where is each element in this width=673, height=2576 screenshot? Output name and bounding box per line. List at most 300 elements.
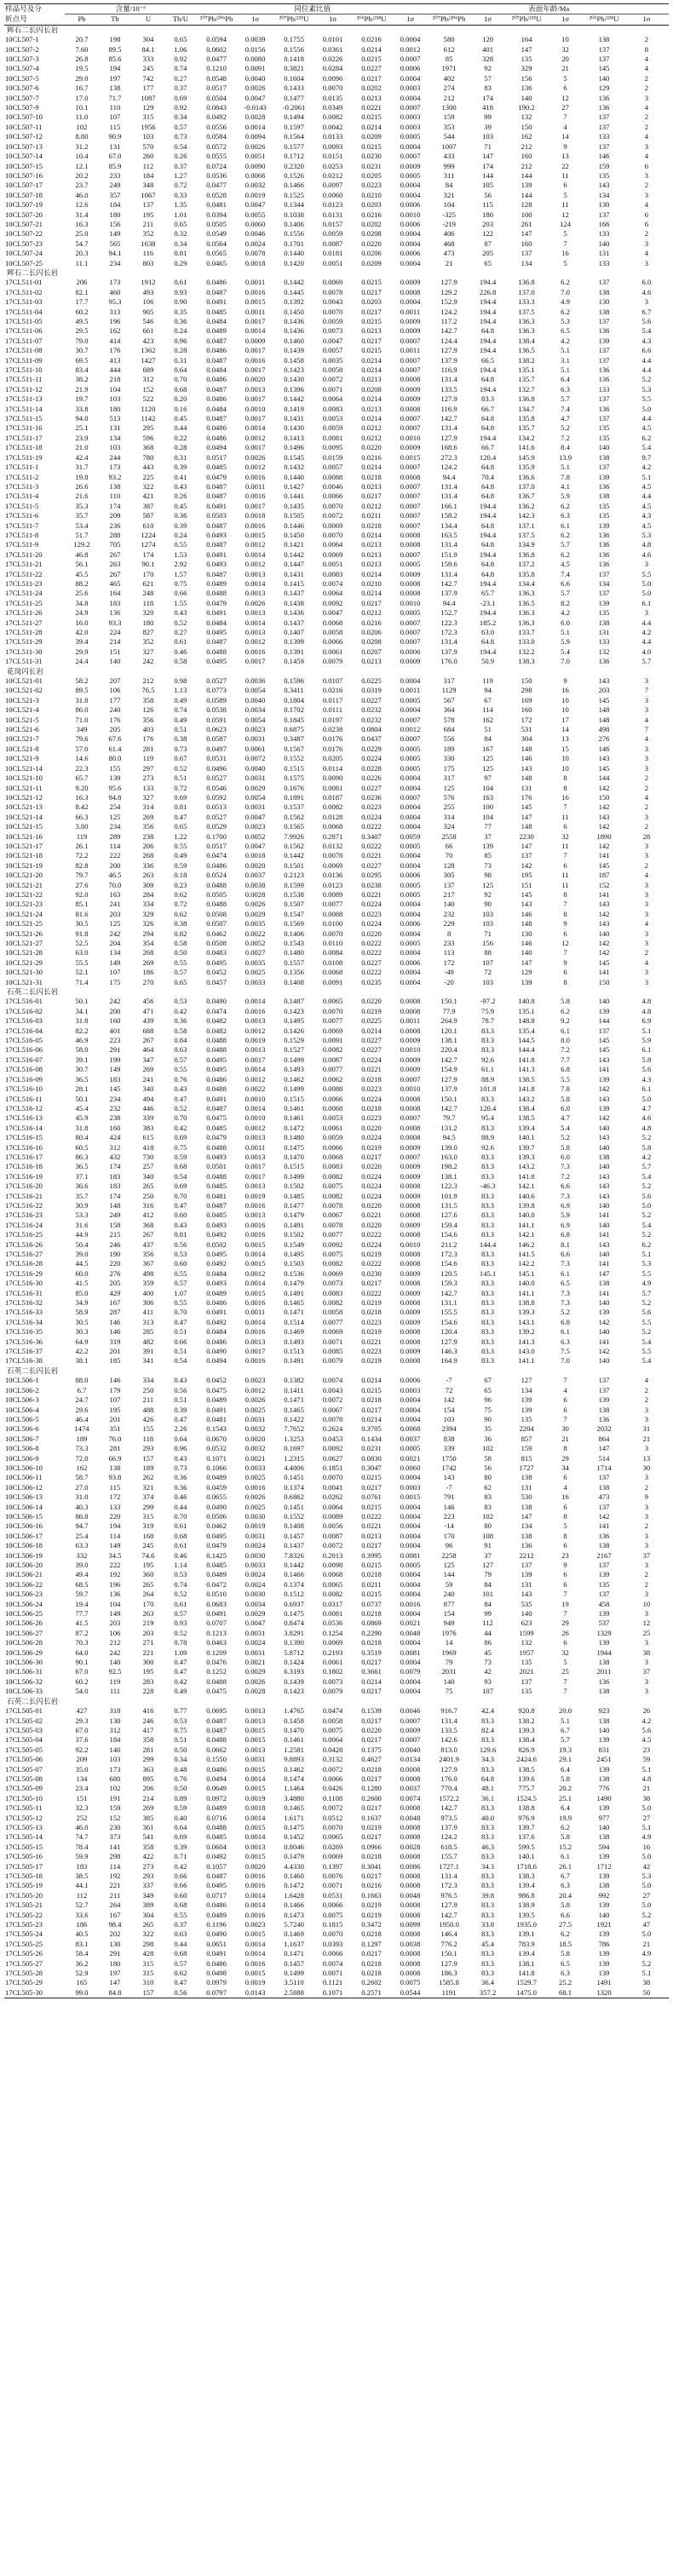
- table-cell: 321: [142, 1482, 154, 1492]
- table-cell: 4.2: [641, 1152, 652, 1161]
- table-cell: 65.7: [481, 589, 495, 598]
- table-cell: 315: [142, 1958, 154, 1968]
- table-cell: 135: [521, 1414, 532, 1423]
- table-cell: 11: [561, 170, 569, 180]
- table-cell: 99: [484, 112, 492, 122]
- table-cell: 155.7: [440, 1852, 457, 1861]
- table-cell: 83.3: [481, 1356, 495, 1366]
- table-row: [4, 589, 669, 598]
- table-cell: 0.0485: [206, 1182, 227, 1191]
- analysis-id-cell: 10CL506-25: [5, 1609, 43, 1619]
- table-cell: 0.0487: [206, 481, 227, 491]
- table-cell: 3: [644, 1511, 649, 1521]
- table-cell: 5.7: [561, 540, 570, 549]
- table-cell: 244: [109, 452, 121, 462]
- table-cell: 41.5: [75, 1279, 89, 1288]
- table-cell: 5.3: [641, 530, 652, 539]
- table-cell: 0.0131: [322, 210, 343, 219]
- table-cell: 1.09: [174, 1647, 187, 1657]
- table-cell: 0.44: [174, 1939, 187, 1948]
- table-cell: 64.8: [481, 326, 495, 336]
- table-cell: 42.4: [75, 452, 89, 462]
- table-cell: 94.1: [108, 249, 122, 258]
- table-cell: 218: [109, 375, 121, 384]
- table-cell: 147: [521, 229, 532, 239]
- table-cell: 0.46: [174, 647, 187, 656]
- table-cell: 142: [598, 1317, 610, 1326]
- table-cell: 136.7: [518, 492, 535, 501]
- table-cell: 4.2: [641, 1716, 652, 1725]
- table-cell: 0.47: [174, 1317, 187, 1326]
- table-cell: 0.0507: [206, 919, 227, 929]
- table-cell: 0.0098: [322, 1561, 343, 1569]
- table-cell: 42.2: [75, 1347, 89, 1356]
- table-cell: 531: [521, 725, 532, 734]
- table-cell: 107: [482, 957, 494, 967]
- table-row: [4, 881, 669, 890]
- table-cell: 0.0014: [244, 1813, 266, 1822]
- table-cell: 143.2: [518, 1094, 535, 1103]
- table-cell: 3: [644, 1561, 649, 1569]
- table-row: [4, 521, 669, 531]
- table-cell: 0.1424: [284, 1658, 304, 1667]
- table-cell: 0.0215: [361, 346, 382, 355]
- table-cell: 0.54: [174, 141, 187, 151]
- table-cell: 152: [109, 1813, 121, 1822]
- table-cell: 0.0013: [244, 608, 266, 618]
- table-cell: 7.0: [561, 657, 570, 666]
- table-cell: 136.3: [518, 608, 535, 618]
- table-cell: 0.0033: [244, 1561, 266, 1569]
- table-cell: 137.9: [440, 647, 457, 656]
- table-cell: 0.77: [174, 1706, 187, 1716]
- table-cell: 269: [142, 1065, 154, 1074]
- table-cell: 137: [598, 278, 610, 287]
- table-cell: 0.0236: [361, 792, 382, 802]
- table-cell: 6.5: [561, 326, 570, 336]
- table-cell: 138: [521, 1531, 532, 1540]
- table-cell: 154.6: [440, 1259, 457, 1268]
- table-cell: 85: [484, 851, 492, 860]
- table-row: [4, 1289, 669, 1298]
- table-cell: 136: [598, 365, 610, 375]
- table-cell: 0.43: [174, 1220, 187, 1229]
- table-cell: 2011: [596, 1667, 612, 1676]
- table-cell: 23.7: [75, 181, 89, 190]
- table-cell: 136.3: [518, 589, 535, 598]
- table-cell: 0.0047: [322, 336, 343, 345]
- table-cell: 0.81: [174, 1230, 187, 1239]
- table-cell: 424: [109, 1133, 121, 1142]
- table-cell: 137: [598, 1026, 610, 1035]
- table-cell: 2: [644, 1385, 649, 1394]
- table-cell: 0.0213: [361, 326, 382, 336]
- table-cell: 0.0047: [244, 200, 266, 210]
- table-cell: 6: [563, 1395, 567, 1405]
- table-cell: 34: [561, 1463, 569, 1472]
- table-cell: 0.36: [174, 511, 187, 520]
- analysis-id-cell: 10CL506-12: [5, 1482, 43, 1492]
- table-cell: 83.3: [481, 1250, 495, 1258]
- table-cell: 4: [644, 200, 649, 210]
- table-cell: 5.0: [641, 1881, 652, 1890]
- table-cell: 192: [109, 1872, 121, 1880]
- table-cell: 615: [142, 1133, 154, 1142]
- table-cell: 0.0453: [322, 1434, 343, 1443]
- table-cell: 134: [109, 433, 121, 442]
- table-row: [4, 1600, 669, 1609]
- table-cell: 0.1210: [206, 64, 227, 73]
- table-cell: 140.0: [518, 1279, 535, 1288]
- table-cell: 0.52: [174, 618, 187, 627]
- table-cell: 79.6: [75, 734, 89, 744]
- table-cell: 29: [561, 1619, 569, 1628]
- analysis-id-cell: 10CL521-11: [5, 783, 43, 792]
- table-cell: 0.0486: [206, 1900, 227, 1910]
- analysis-id-cell: 17CL516-24: [5, 1220, 43, 1229]
- table-cell: 402: [443, 73, 455, 83]
- table-cell: 0.0487: [206, 520, 227, 530]
- table-cell: 9.20: [75, 783, 89, 792]
- analysis-id-cell: 17CL516-21: [5, 1191, 43, 1200]
- table-cell: 460: [109, 287, 121, 296]
- table-cell: 0.1462: [284, 1074, 304, 1084]
- analysis-id-cell: 10CL521-6: [5, 725, 39, 734]
- table-cell: 0.0489: [206, 1473, 227, 1482]
- table-cell: 0.0009: [400, 443, 421, 452]
- table-cell: 27.0: [75, 1482, 89, 1492]
- table-cell: 0.70: [174, 1308, 187, 1317]
- table-cell: 6.9: [641, 1016, 652, 1026]
- table-cell: 0.1564: [284, 132, 304, 141]
- table-cell: 52.7: [75, 1900, 89, 1910]
- table-cell: 0.0078: [244, 249, 266, 258]
- table-cell: 21: [445, 258, 453, 267]
- table-cell: 2258: [441, 1550, 457, 1560]
- table-cell: 0.0006: [400, 871, 421, 880]
- table-cell: 4.6: [641, 549, 652, 559]
- table-cell: 0.0797: [196, 1988, 237, 1998]
- table-cell: 154.6: [440, 1317, 457, 1326]
- table-cell: 133: [598, 637, 610, 647]
- table-cell: 0.0488: [206, 1045, 227, 1055]
- table-cell: 498: [142, 1268, 154, 1278]
- table-cell: 6: [563, 822, 567, 831]
- table-cell: 0.1465: [284, 1803, 304, 1813]
- table-cell: 0.1442: [284, 851, 304, 860]
- analysis-id-cell: 10CL521-01: [5, 676, 43, 686]
- table-cell: 0.40: [174, 1813, 187, 1822]
- table-cell: 348: [142, 181, 154, 190]
- table-cell: 83.3: [481, 1958, 495, 1968]
- table-cell: 0.0128: [322, 812, 343, 821]
- table-cell: 139: [598, 1969, 610, 1978]
- table-cell: 172: [109, 1492, 121, 1502]
- table-cell: 6.3: [561, 511, 570, 520]
- table-cell: 179: [109, 1385, 121, 1394]
- table-cell: 0.0054: [244, 686, 266, 695]
- table-cell: 0.1503: [284, 1259, 304, 1268]
- table-cell: 3: [644, 258, 649, 267]
- table-cell: 95.3: [108, 297, 122, 307]
- table-cell: 276: [598, 734, 610, 744]
- table-cell: 0.0010: [400, 210, 421, 219]
- analysis-id-cell: 17CL516-37: [5, 1347, 43, 1356]
- table-cell: 0.1475: [284, 1822, 304, 1831]
- table-cell: 140.8: [518, 997, 535, 1006]
- table-cell: 194.4: [479, 336, 497, 345]
- table-cell: 189: [142, 1463, 154, 1472]
- section-title: 辉石二长闪长岩: [7, 25, 59, 34]
- table-cell: 120.4: [479, 1103, 497, 1113]
- analysis-id-cell: 17CL505-19: [5, 1881, 43, 1890]
- table-cell: 141: [598, 1337, 610, 1346]
- table-cell: 0.0032: [244, 1444, 266, 1453]
- table-cell: 0.0032: [244, 181, 266, 190]
- table-cell: 16: [561, 249, 569, 258]
- table-cell: 112: [76, 1890, 88, 1900]
- table-cell: 2204: [519, 1424, 534, 1434]
- table-cell: 139: [598, 1949, 610, 1958]
- table-cell: 100: [482, 802, 494, 812]
- table-cell: 387: [142, 501, 154, 510]
- table-row: [4, 1424, 669, 1434]
- table-cell: 0.0004: [400, 181, 421, 190]
- table-cell: 87.2: [75, 1628, 89, 1637]
- table-cell: 0.73: [174, 132, 187, 141]
- table-cell: 0.0210: [361, 578, 382, 588]
- table-cell: 427: [76, 1706, 88, 1716]
- table-cell: 318: [109, 1706, 121, 1716]
- analysis-id-cell: 10CL521-18: [5, 851, 43, 860]
- table-cell: 101: [482, 1590, 494, 1599]
- table-cell: 0.0008: [400, 1900, 421, 1910]
- table-cell: 298: [142, 1939, 154, 1948]
- table-row: [4, 210, 669, 220]
- table-row: [4, 1648, 669, 1658]
- table-cell: 0.0219: [361, 1910, 382, 1919]
- table-row: [4, 220, 669, 229]
- table-cell: 7: [563, 1414, 567, 1423]
- analysis-id-cell: 10CL506-29: [5, 1647, 43, 1657]
- table-cell: 141.6: [518, 443, 535, 452]
- table-cell: 0.68: [174, 1900, 187, 1910]
- table-cell: 135: [598, 433, 610, 442]
- table-cell: 0.0117: [322, 695, 343, 704]
- table-cell: 0.0078: [322, 1414, 343, 1423]
- table-cell: 0.0038: [244, 880, 266, 889]
- table-cell: 78.4: [75, 1842, 89, 1851]
- table-cell: 147: [521, 44, 532, 54]
- table-cell: 298: [521, 686, 532, 695]
- table-cell: 5.2: [561, 1133, 570, 1142]
- table-cell: 0.0015: [244, 1929, 266, 1939]
- table-cell: 4: [644, 55, 649, 64]
- table-cell: 0.0486: [206, 423, 227, 433]
- table-cell: 134.7: [518, 404, 535, 413]
- table-cell: 46.0: [75, 190, 89, 199]
- table-cell: 64.8: [481, 637, 495, 647]
- table-cell: 12: [642, 1619, 651, 1628]
- table-cell: 0.0009: [400, 657, 421, 666]
- table-cell: 3: [644, 1590, 649, 1599]
- table-cell: 15.2: [559, 1842, 572, 1851]
- table-cell: 144.5: [518, 1036, 535, 1045]
- table-cell: 6.1: [561, 1327, 570, 1337]
- table-cell: 246: [142, 1716, 154, 1725]
- table-cell: 0.0487: [206, 355, 227, 365]
- table-cell: 36.1: [481, 1793, 495, 1803]
- table-cell: 25.4: [75, 1531, 89, 1540]
- table-cell: 0.0477: [206, 55, 227, 64]
- table-cell: 85.1: [75, 900, 89, 909]
- table-cell: 0.69: [174, 1133, 187, 1142]
- table-cell: 0.1430: [284, 375, 304, 384]
- table-cell: 139: [521, 1395, 532, 1405]
- table-cell: 221: [109, 1881, 121, 1890]
- table-cell: 194.4: [479, 297, 497, 307]
- table-cell: 0.0074: [322, 1958, 343, 1968]
- table-cell: 25: [642, 1628, 651, 1637]
- table-cell: 0.0007: [400, 152, 421, 161]
- table-cell: 0.1493: [284, 1337, 304, 1346]
- table-cell: 6: [563, 968, 567, 977]
- analysis-id-cell: 17CL516-23: [5, 1210, 43, 1220]
- table-cell: 83.3: [481, 1735, 495, 1745]
- table-cell: 0.0008: [400, 472, 421, 481]
- table-cell: 0.0059: [322, 423, 343, 433]
- table-cell: 143: [521, 1590, 532, 1599]
- table-cell: 133.5: [440, 384, 457, 394]
- table-cell: 8.4: [561, 443, 570, 452]
- table-cell: 0.0187: [322, 792, 343, 802]
- table-cell: 0.43: [174, 608, 187, 618]
- analysis-id-cell: 17CL516-15: [5, 1133, 43, 1142]
- table-cell: 0.0488: [206, 647, 227, 656]
- table-cell: 0.0205: [361, 170, 382, 180]
- table-cell: 0.1441: [284, 492, 304, 501]
- table-cell: 107: [109, 968, 121, 977]
- table-cell: 211: [142, 219, 154, 228]
- table-cell: 0.61: [174, 637, 187, 647]
- table-cell: 64.8: [481, 375, 495, 384]
- table-cell: 222: [109, 851, 121, 860]
- table-cell: 7.2: [561, 1171, 570, 1181]
- table-cell: 367: [142, 1259, 154, 1268]
- table-cell: 0.81: [174, 802, 187, 812]
- table-cell: 254: [109, 802, 121, 812]
- analysis-id-cell: 17CL516-30: [5, 1279, 43, 1288]
- table-cell: 245: [142, 64, 154, 73]
- table-cell: 141: [598, 1521, 610, 1531]
- table-cell: 139.6: [518, 1774, 535, 1783]
- table-cell: 234: [109, 1094, 121, 1103]
- table-cell: 0.50: [174, 1745, 187, 1754]
- table-cell: 139.2: [518, 1327, 535, 1337]
- table-cell: 0.57: [174, 122, 187, 131]
- table-cell: 196: [109, 1579, 121, 1589]
- table-cell: 0.0011: [400, 346, 421, 355]
- table-cell: 0.3487: [284, 734, 304, 744]
- table-cell: 142: [443, 1395, 455, 1405]
- table-cell: 0.0057: [322, 346, 343, 355]
- table-cell: 0.0253: [322, 161, 343, 170]
- table-cell: 0.0474: [322, 1706, 343, 1716]
- table-cell: 175: [109, 977, 121, 986]
- table-row: [4, 1007, 669, 1016]
- table-cell: 102: [109, 1784, 121, 1793]
- table-cell: 468: [443, 239, 455, 248]
- table-cell: 1274: [141, 540, 156, 549]
- table-cell: 133: [598, 384, 610, 394]
- table-cell: 25.6: [75, 589, 89, 598]
- table-cell: 3: [644, 977, 649, 986]
- analysis-id-cell: 10CL506-10: [5, 1463, 43, 1472]
- table-cell: 0.1479: [284, 1279, 304, 1288]
- table-cell: 42: [642, 1861, 651, 1871]
- table-cell: 0.0010: [244, 404, 266, 413]
- table-cell: 58.2: [75, 676, 89, 686]
- table-cell: 8: [563, 1511, 567, 1521]
- table-cell: 315: [142, 1511, 154, 1521]
- table-cell: 163: [109, 889, 121, 899]
- table-cell: 0.1437: [284, 1541, 304, 1550]
- table-cell: 0.0215: [361, 1473, 382, 1482]
- table-cell: 4.5: [641, 481, 652, 491]
- table-cell: 80.4: [75, 1133, 89, 1142]
- table-cell: 0.0213: [361, 404, 382, 413]
- table-cell: 0.0491: [206, 501, 227, 510]
- table-cell: 0.0008: [400, 1279, 421, 1288]
- table-cell: 0.0081: [322, 433, 343, 442]
- table-cell: 140: [598, 73, 610, 83]
- table-cell: 0.0016: [244, 1482, 266, 1492]
- table-cell: 0.0181: [322, 249, 343, 258]
- table-cell: 1976: [441, 1628, 457, 1637]
- table-cell: 7.5: [561, 1347, 570, 1356]
- table-cell: 115: [482, 200, 493, 210]
- table-cell: 0.0008: [400, 1852, 421, 1861]
- table-row: [4, 1143, 669, 1153]
- table-cell: 374: [142, 1492, 154, 1502]
- table-cell: 0.0070: [322, 530, 343, 539]
- header-row-groups: [4, 4, 669, 14]
- table-cell: 0.0016: [244, 1200, 266, 1210]
- column-header: 1σ: [624, 14, 669, 25]
- table-cell: 0.0005: [400, 170, 421, 180]
- table-cell: 29.1: [559, 1755, 572, 1764]
- table-cell: 6.0: [641, 278, 652, 287]
- table-cell: 803: [142, 258, 154, 267]
- table-cell: 0.0007: [400, 365, 421, 375]
- table-cell: 293: [142, 1872, 154, 1880]
- table-cell: 200: [109, 860, 121, 870]
- table-cell: 122: [482, 229, 494, 239]
- analysis-id-cell: 10CL507-21: [5, 219, 43, 228]
- table-cell: 0.0008: [400, 1803, 421, 1813]
- analysis-id-cell: 17CL511-20: [5, 549, 43, 559]
- analysis-id-cell: 10CL521-12: [5, 792, 43, 802]
- table-cell: 5.2: [641, 1298, 652, 1308]
- table-cell: 26.8: [75, 55, 89, 64]
- table-cell: 0.0004: [400, 297, 421, 307]
- table-cell: 176: [109, 346, 121, 355]
- table-cell: 0.0013: [244, 1045, 266, 1055]
- table-cell: 1.1637: [284, 1939, 304, 1948]
- table-cell: 56: [484, 1463, 492, 1472]
- table-cell: 0.0463: [206, 1638, 227, 1647]
- table-cell: 5.9: [641, 1036, 652, 1045]
